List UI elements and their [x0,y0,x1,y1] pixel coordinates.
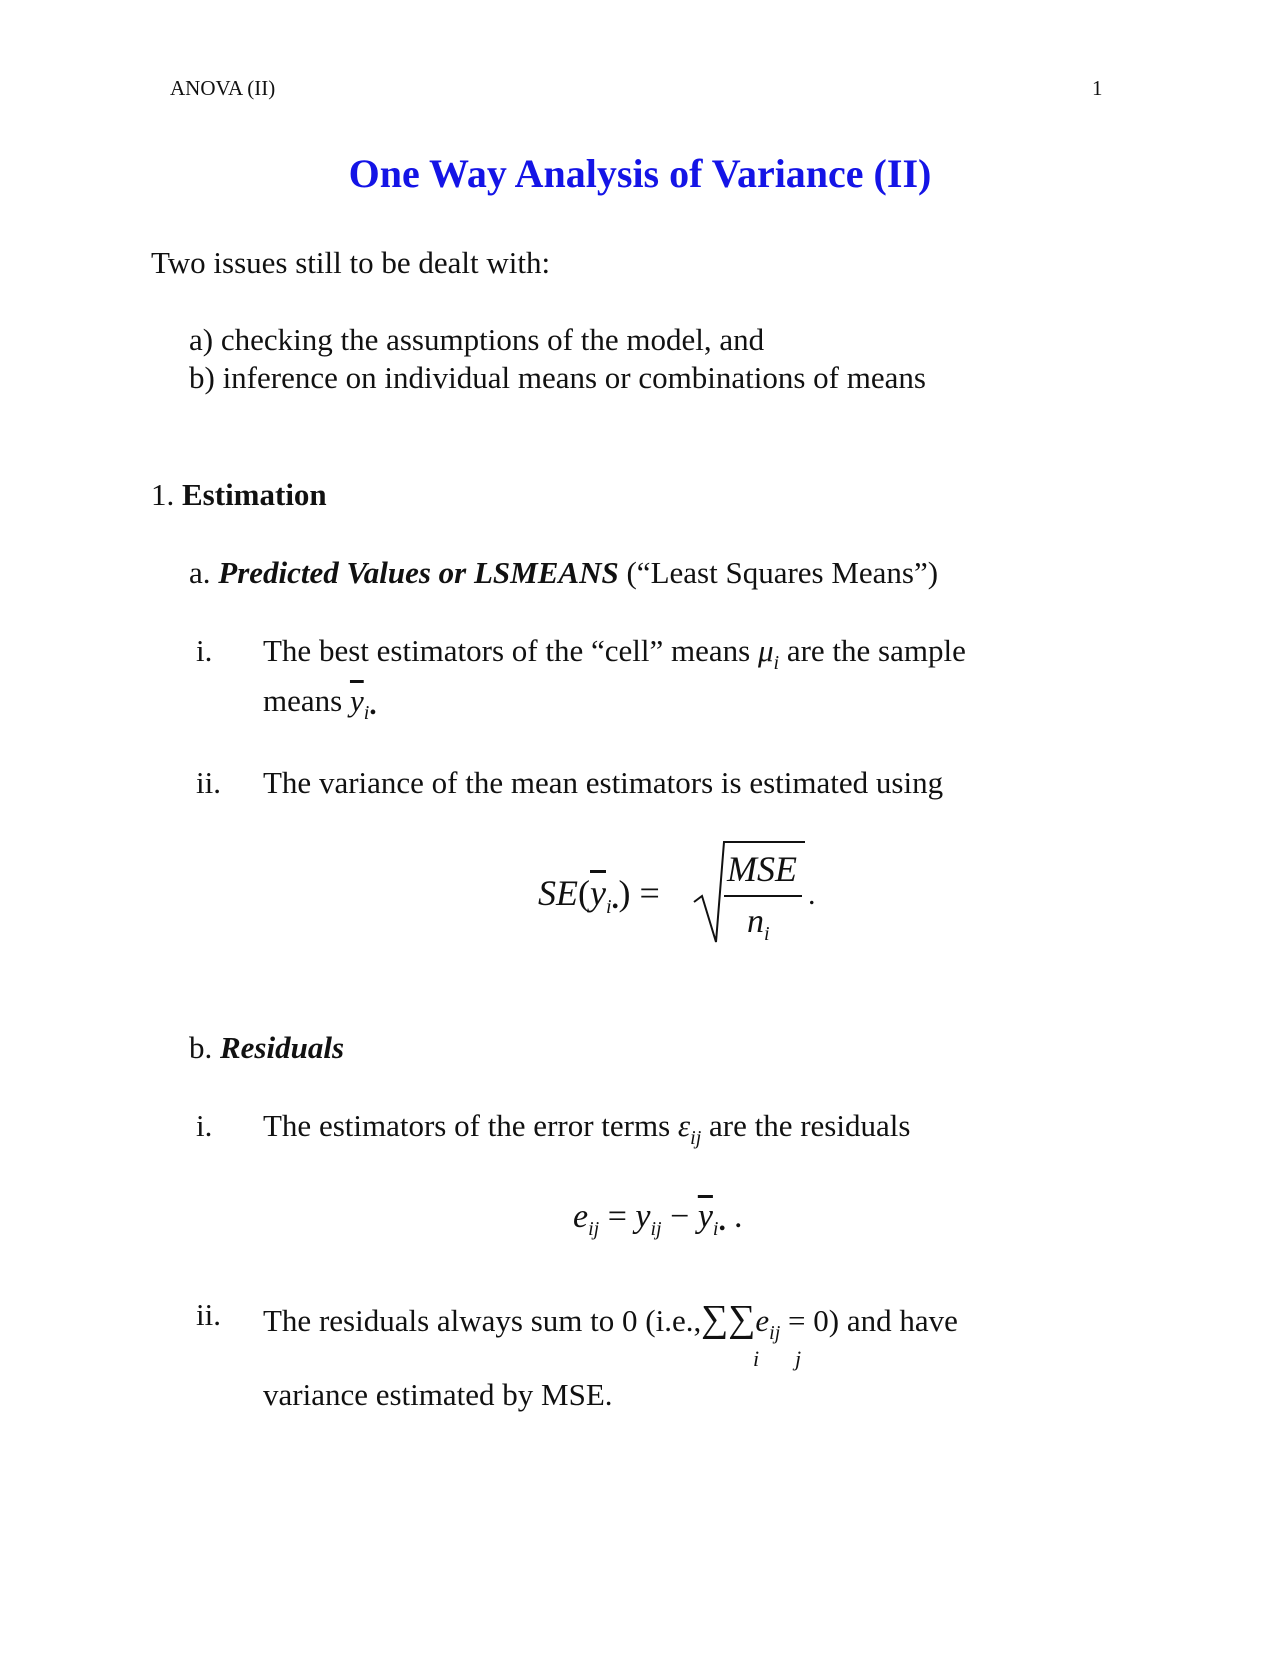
sum-symbol-i: ∑ [701,1298,729,1340]
issue-b: b) inference on individual means or combinations of means [189,360,926,395]
section-heading [151,477,327,513]
section-title: Estimation [182,477,327,512]
item-b-i-text-before: The estimators of the error terms [263,1108,671,1143]
section-number: 1. [151,477,175,512]
item-a-i-text-after: are the sample [786,633,966,668]
item-a-i-line2-text: means [263,683,343,718]
item-b-ii-line2: variance estimated by MSE. [263,1377,613,1412]
subsection-b-label: b. [189,1030,213,1065]
running-header: ANOVA (II) [170,76,276,100]
item-b-ii-text-after: and have [846,1303,958,1338]
formula-period: . [808,878,816,911]
item-b-ii-label: ii. [196,1297,221,1332]
se-formula-lhs: $SE(\overline{y}_{i•})$ = [538,873,660,918]
item-a-ii-label: ii. [196,765,221,800]
issue-a: a) checking the assumptions of the model, and [189,322,765,357]
e-ij-symbol: $e_{ij}$ [755,1303,781,1344]
item-a-i-text-before: The best estimators of the “cell” means [263,633,751,668]
item-b-i-text [263,1108,911,1149]
subsection-a-note: (“Least Squares Means”) [626,555,939,590]
item-b-ii-line1 [263,1297,958,1344]
fraction-numerator: MSE [727,849,797,889]
residual-formula: $e_{ij} = y_{ij} - \overline{y}_{i•}$ . [573,1198,743,1240]
sum-index-i: i [753,1346,760,1371]
item-a-i-line2 [263,683,377,724]
ybar-symbol: $\overline{y}_{i•}$ [349,683,377,724]
item-a-i-label: i. [196,633,213,668]
sum-index-j: j [795,1346,802,1371]
mu-symbol: $\mu_i$ [757,633,780,674]
subsection-b-title: Residuals [220,1030,345,1065]
intro-text: Two issues still to be dealt with: [151,245,551,280]
subsection-a-title: Predicted Values or LSMEANS [218,555,619,590]
sum-expr: = 0) [788,1303,840,1338]
item-b-i-label: i. [196,1108,213,1143]
sum-symbol-j: ∑ [728,1298,756,1340]
page-number: 1 [1092,76,1103,100]
subsection-b-heading [189,1030,344,1066]
page-title: One Way Analysis of Variance (II) [348,151,932,196]
item-b-i-text-after: are the residuals [709,1108,911,1143]
subsection-a-heading [189,555,938,591]
epsilon-symbol: $\varepsilon_{ij}$ [677,1108,702,1149]
item-a-i-line1 [263,633,966,674]
fraction-denominator: $n_i$ [747,903,770,945]
item-b-ii-text-before: The residuals always sum to 0 (i.e., [263,1303,702,1338]
item-a-ii-text: The variance of the mean estimators is estimated using [263,765,944,800]
fraction-line [724,895,802,897]
subsection-a-label: a. [189,555,211,590]
